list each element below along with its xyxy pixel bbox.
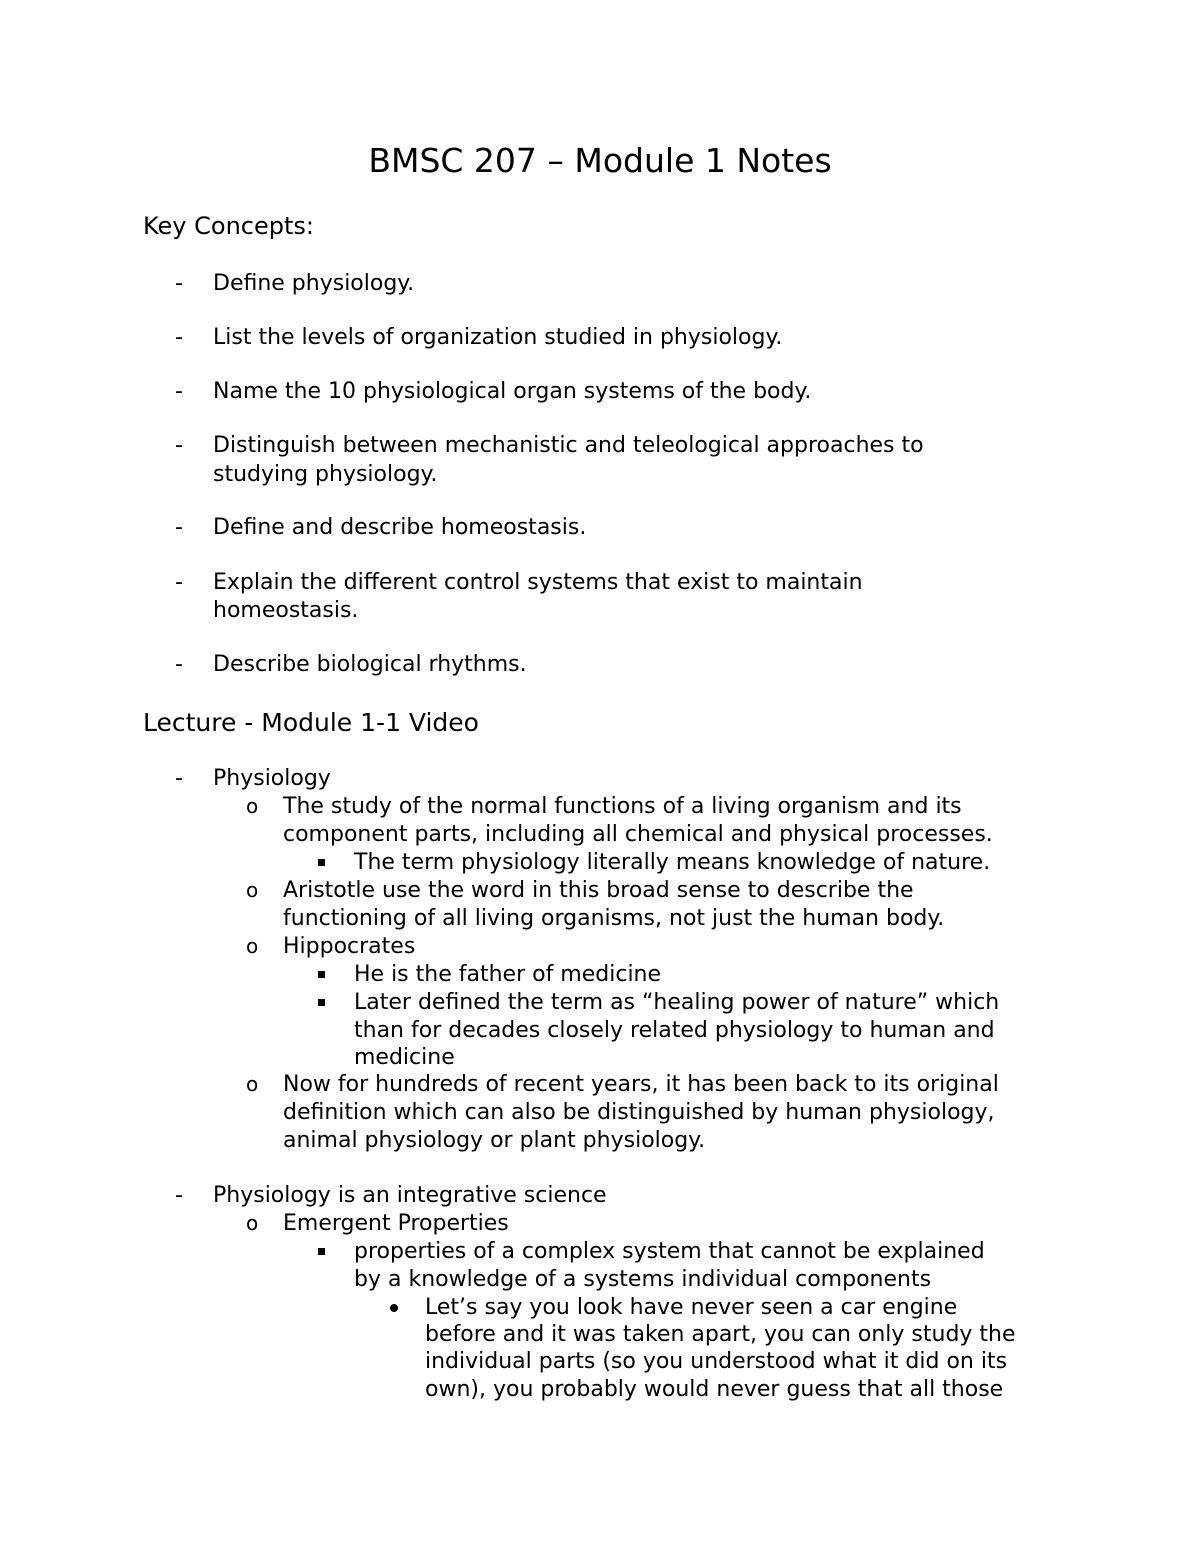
note-line: Emergent Properties <box>283 1211 509 1236</box>
bullet-dash: - <box>175 652 183 677</box>
note-line: He is the father of medicine <box>354 962 662 987</box>
bullet-dash: - <box>175 570 183 595</box>
note-line: Physiology <box>213 766 331 791</box>
bullet-circle: o <box>246 794 259 818</box>
note-line: than for decades closely related physiology to human and <box>354 1018 995 1043</box>
note-line: Now for hundreds of recent years, it has been back to its original <box>283 1072 999 1097</box>
note-line: own), you probably would never guess that all those <box>425 1377 1004 1402</box>
note-line: before and it was taken apart, you can only study the <box>425 1322 1016 1347</box>
bullet-dash: - <box>175 766 183 791</box>
bullet-circle: o <box>246 1211 259 1235</box>
note-line: Later defined the term as “healing power of nature” which <box>354 990 1000 1015</box>
key-concept-text: Distinguish between mechanistic and teleological approaches to <box>213 433 924 458</box>
note-line: component parts, including all chemical and physical processes. <box>283 822 993 847</box>
bullet-dash: - <box>175 271 183 296</box>
note-line: individual parts (so you understood what it did on its <box>425 1349 1008 1374</box>
key-concept-text: Define physiology. <box>213 271 415 296</box>
bullet-dash: - <box>175 515 183 540</box>
note-line: Hippocrates <box>283 934 416 959</box>
lecture-heading: Lecture - Module 1-1 Video <box>143 708 479 737</box>
bullet-dash: - <box>175 325 183 350</box>
key-concept-text: Define and describe homeostasis. <box>213 515 587 540</box>
bullet-dot <box>390 1304 398 1312</box>
note-line: functioning of all living organisms, not just the human body. <box>283 906 945 931</box>
note-line: medicine <box>354 1045 455 1070</box>
key-concept-text: studying physiology. <box>213 462 438 487</box>
bullet-circle: o <box>246 934 259 958</box>
document-title: BMSC 207 – Module 1 Notes <box>368 141 832 180</box>
note-line: The term physiology literally means knowledge of nature. <box>354 850 991 875</box>
key-concepts-heading: Key Concepts: <box>143 212 314 240</box>
key-concept-text: Name the 10 physiological organ systems of the body. <box>213 379 812 404</box>
bullet-circle: o <box>246 1072 259 1096</box>
note-line: properties of a complex system that cannot be explained <box>354 1239 985 1264</box>
note-line: by a knowledge of a systems individual components <box>354 1267 932 1292</box>
key-concept-text: List the levels of organization studied in physiology. <box>213 325 783 350</box>
note-line: definition which can also be distinguished by human physiology, <box>283 1100 995 1125</box>
key-concept-text: Explain the different control systems that exist to maintain <box>213 570 863 595</box>
bullet-square <box>318 859 325 866</box>
bullet-circle: o <box>246 878 259 902</box>
bullet-square <box>318 971 325 978</box>
note-line: animal physiology or plant physiology. <box>283 1128 706 1153</box>
key-concept-text: homeostasis. <box>213 598 359 623</box>
bullet-square <box>318 999 325 1006</box>
key-concept-text: Describe biological rhythms. <box>213 652 527 677</box>
bullet-dash: - <box>175 433 183 458</box>
note-line: Physiology is an integrative science <box>213 1183 607 1208</box>
bullet-square <box>318 1248 325 1255</box>
note-line: The study of the normal functions of a living organism and its <box>283 794 962 819</box>
bullet-dash: - <box>175 1183 183 1208</box>
bullet-dash: - <box>175 379 183 404</box>
note-line: Let’s say you look have never seen a car engine <box>425 1295 958 1320</box>
note-line: Aristotle use the word in this broad sense to describe the <box>283 878 914 903</box>
